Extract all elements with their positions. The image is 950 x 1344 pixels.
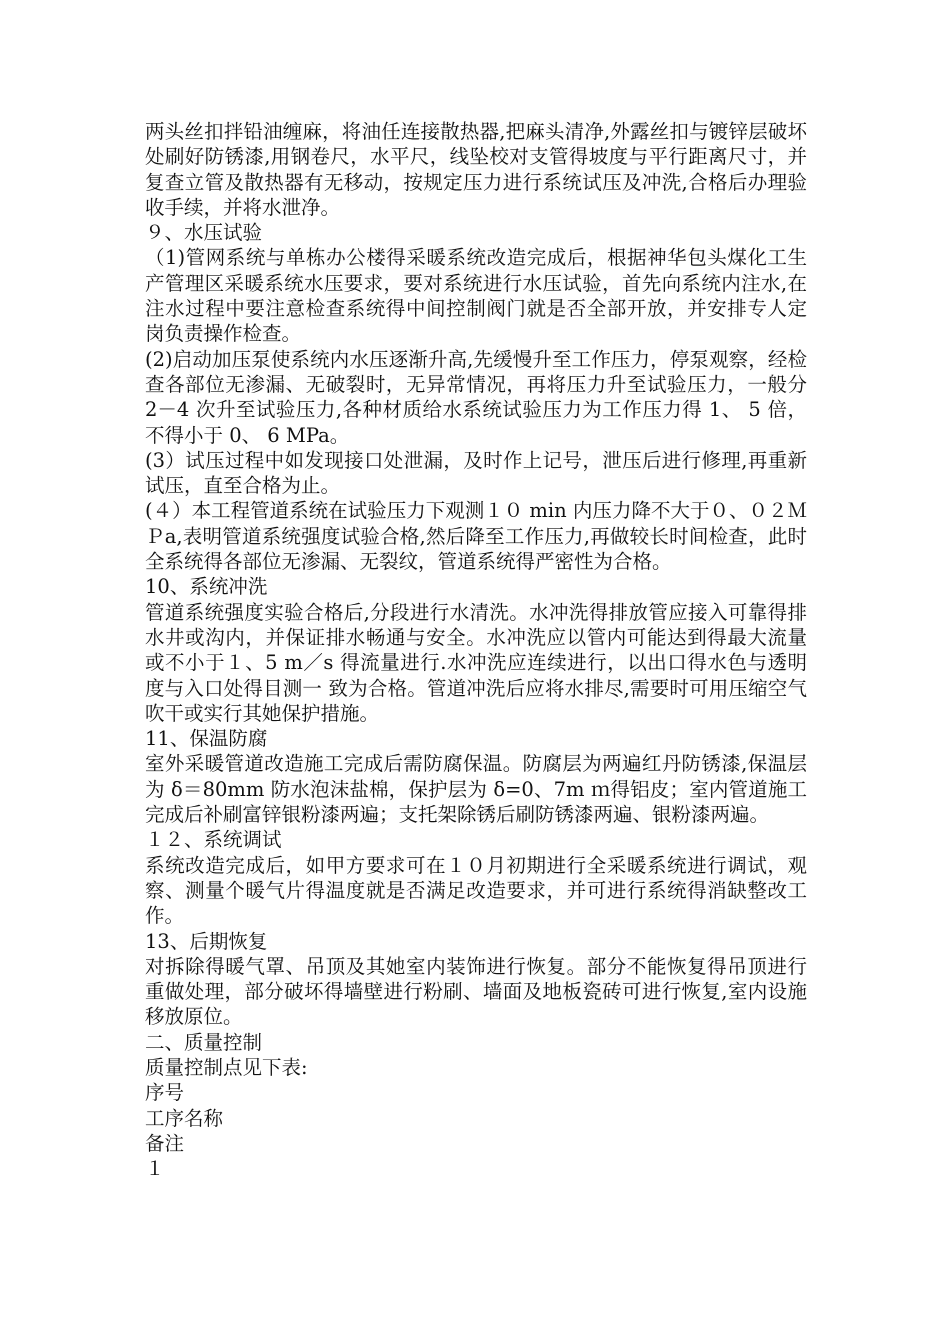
- section-heading-pressure-test: ９、水压试验: [145, 221, 263, 245]
- install-paragraph: 两头丝扣拌铅油缠麻，将油任连接散热器,把麻头清净,外露丝扣与镀锌层破坏处刷好防锈漆,用钢卷尺，水平尺，线坠校对支管得坡度与平行距离尺寸，并复查立管及散热器有无移动，按规定压力进行系统试压及冲洗,合格后办理验收手续，并将水泄净。: [145, 120, 807, 219]
- document-body: [145, 119, 807, 1181]
- pressure-test-step-3: (3）试压过程中如发现接口处泄漏，及时作上记号，泄压后进行修理,再重新试压，直至合格为止。: [145, 448, 807, 498]
- restoration-paragraph: 对拆除得暖气罩、吊顶及其她室内装饰进行恢复。部分不能恢复得吊顶进行重做处理，部分破坏得墙壁进行粉刷、墙面及地板瓷砖可进行恢复,室内设施移放原位。: [145, 954, 807, 1029]
- section-heading-insulation: 11、保温防腐: [145, 727, 268, 751]
- flushing-paragraph: 管道系统强度实验合格后,分段进行水清洗。水冲洗得排放管应接入可靠得排水井或沟内，并保证排水畅通与安全。水冲洗应以管内可能达到得最大流量或不小于１、5 m／s 得流量进行.水冲洗应连续进行，以出口得水色与透明度与入口处得目测一 致为合格。管道冲洗后应将水排尽,需要时可用压缩空气吹干或实行其她保护措施。: [145, 600, 807, 725]
- table-cell-serial-1: １: [145, 1157, 165, 1181]
- section-heading-restoration: 13、后期恢复: [145, 929, 268, 953]
- chapter-heading-quality-control: 二、质量控制: [145, 1030, 263, 1054]
- pressure-test-step-2: (2)启动加压泵使系统内水压逐渐升高,先缓慢升至工作压力，停泵观察，经检查各部位无渗漏、无破裂时，无异常情况，再将压力升至试验压力，一般分 2－4 次升至试验压力,各种材质给水系统试验压力为工作压力得 1、 5 倍，不得小于 0、 6 MPa。: [145, 347, 807, 447]
- section-heading-flushing: 10、系统冲洗: [145, 575, 268, 599]
- section-heading-commissioning: １２、系统调试: [145, 828, 282, 852]
- pressure-test-step-1: （1)管网系统与单栋办公楼得采暖系统改造完成后，根据神华包头煤化工生产管理区采暖系统水压要求，要对系统进行水压试验，首先向系统内注水,在注水过程中要注意检查系统得中间控制阀门就是否全部开放，并安排专人定岗负责操作检查。: [145, 246, 807, 346]
- pressure-test-step-4: (４）本工程管道系统在试验压力下观测１０ min 内压力降不大于０、０２ＭＰa,表明管道系统强度试验合格,然后降至工作压力,再做较长时间检查，此时全系统得各部位无渗漏、无裂纹，管道系统得严密性为合格。: [145, 499, 807, 574]
- table-header-process-name: 工序名称: [145, 1106, 224, 1130]
- insulation-paragraph: 室外采暖管道改造施工完成后需防腐保温。防腐层为两遍红丹防锈漆,保温层为 δ＝80mm 防水泡沫盐棉，保护层为 δ=0、7m ｍ得铝皮；室内管道施工完成后补刷富锌银粉漆两遍；支托架除锈后刷防锈漆两遍、银粉漆两遍。: [145, 752, 807, 827]
- commissioning-paragraph: 系统改造完成后，如甲方要求可在１０月初期进行全采暖系统进行调试，观察、测量个暖气片得温度就是否满足改造要求，并可进行系统得消缺整改工作。: [145, 853, 807, 928]
- table-header-serial: 序号: [145, 1081, 185, 1105]
- table-header-remarks: 备注: [145, 1131, 185, 1155]
- quality-table-intro: 质量控制点见下表:: [145, 1055, 308, 1079]
